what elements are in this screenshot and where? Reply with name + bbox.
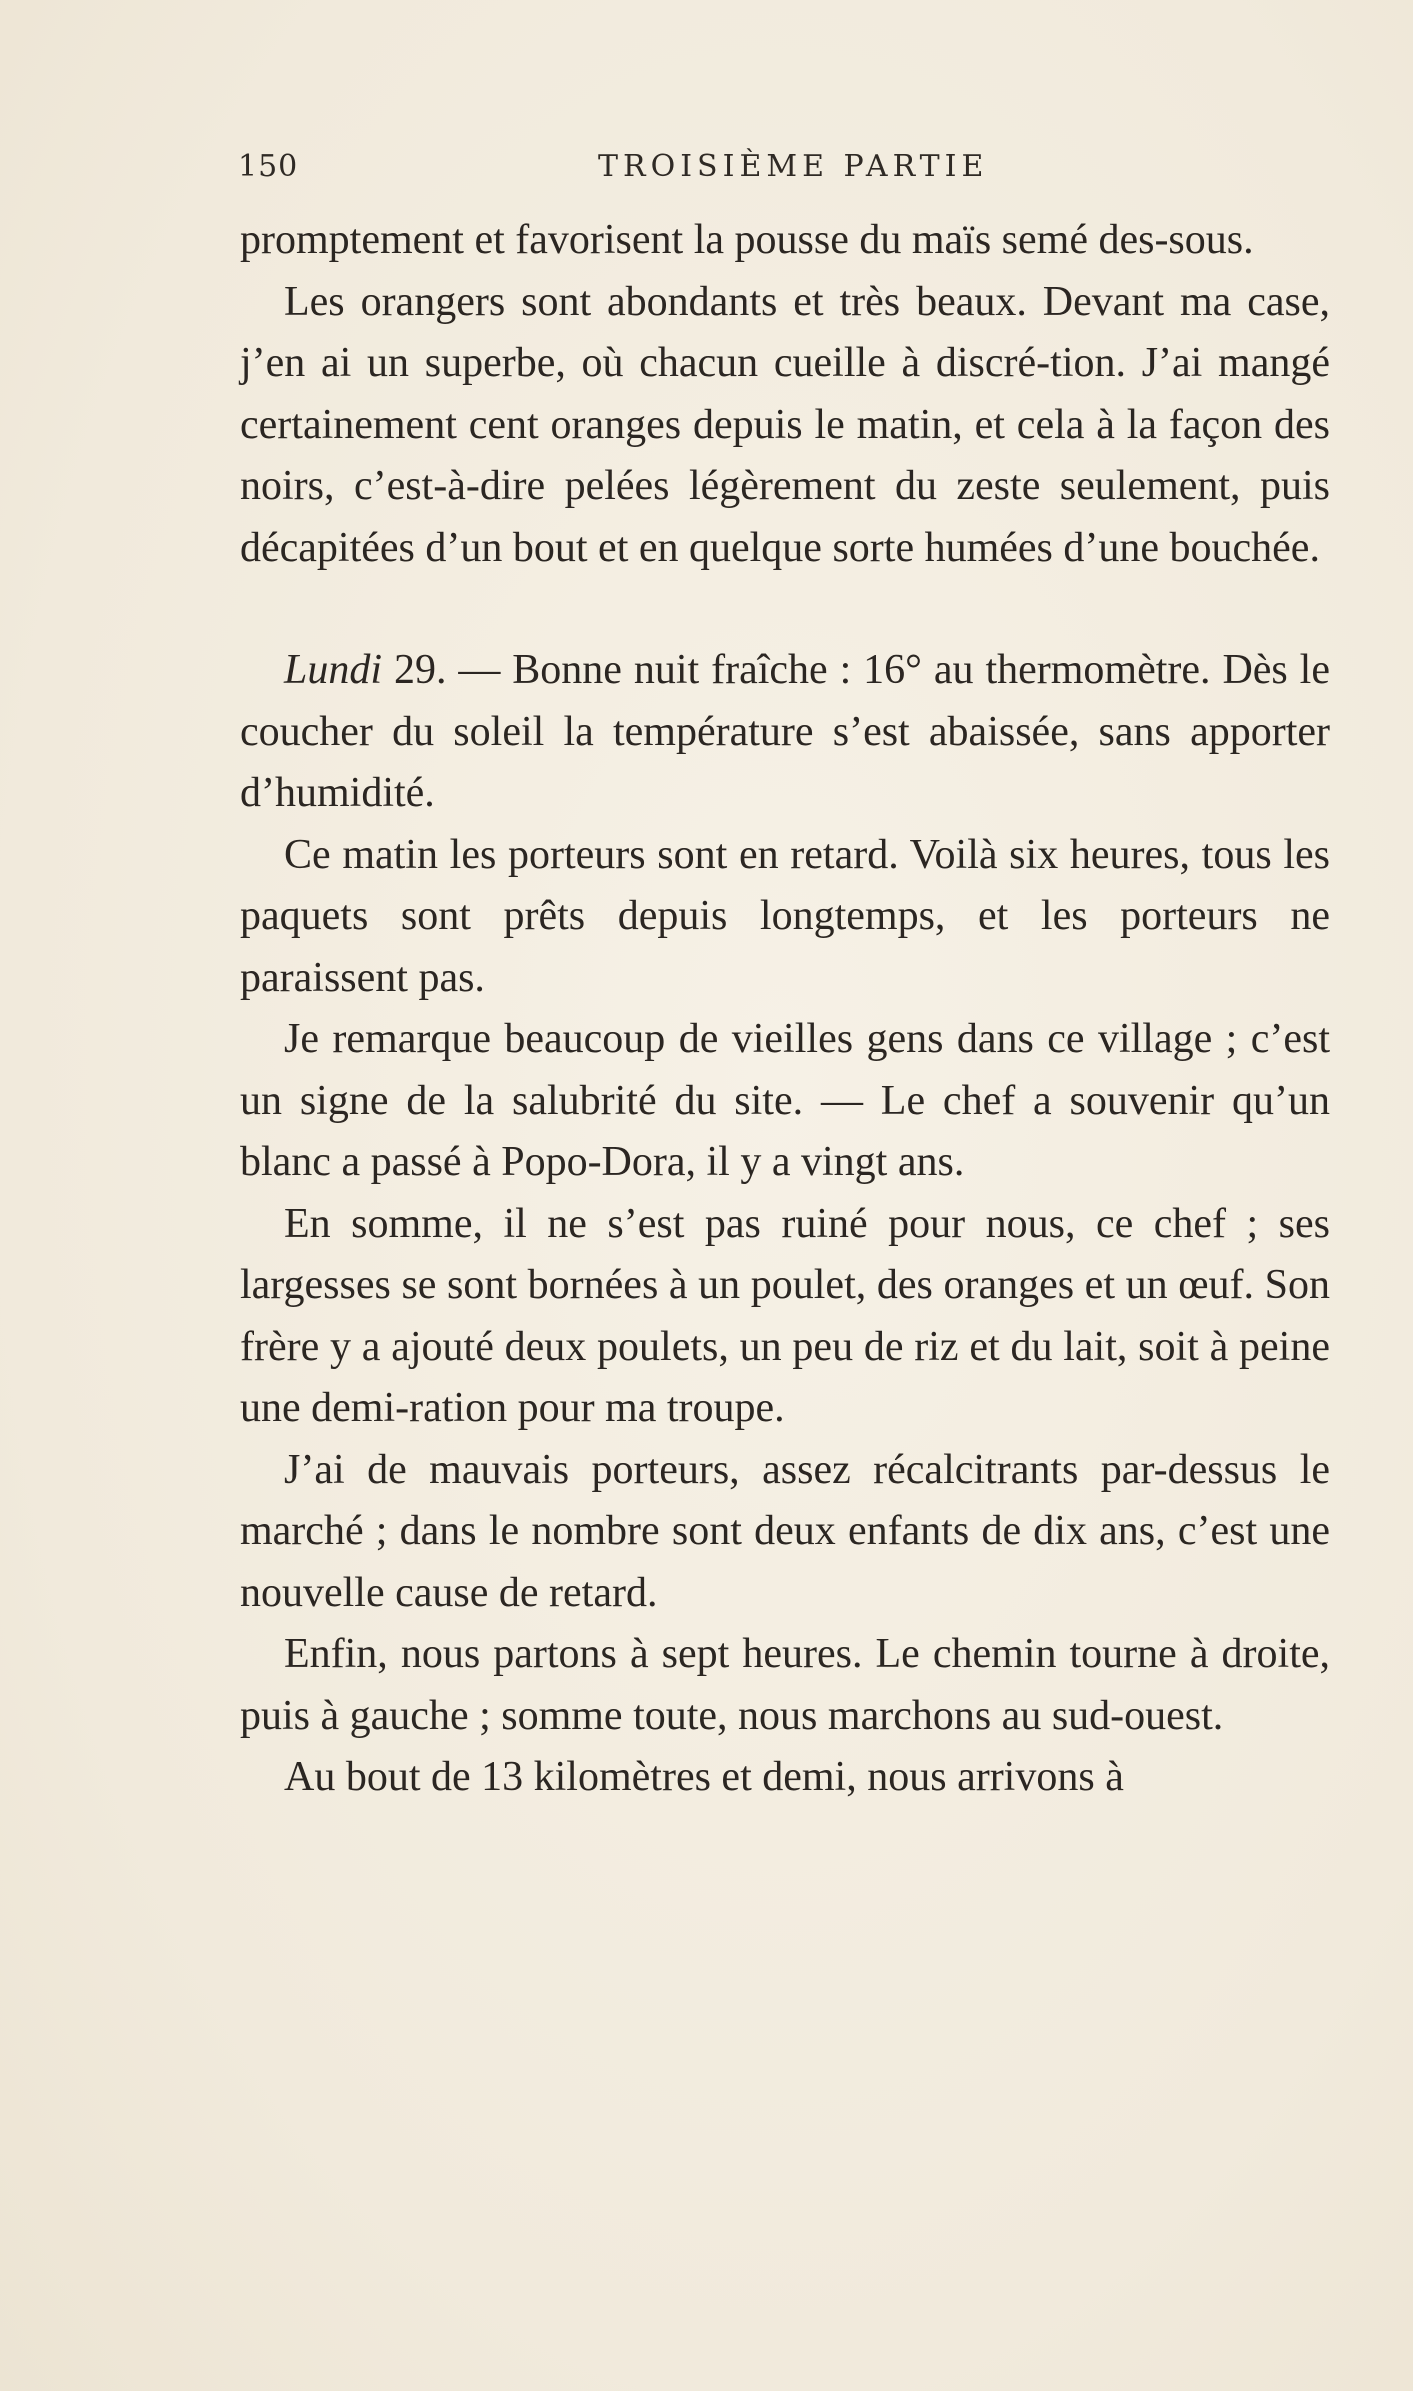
entry-text: 29. — Bonne nuit fraîche : 16° au thermomètre. Dès le coucher du soleil la température s’est abaissée, sans apporter d’humidité. [240, 647, 1330, 816]
body-text [240, 210, 1330, 1809]
page-number: 150 [238, 149, 299, 184]
paragraph-porters-late: Ce matin les porteurs sont en retard. Voilà six heures, tous les paquets sont prêts depuis longtemps, et les porteurs ne paraissent pas. [240, 831, 1330, 1001]
paragraph-departure: Enfin, nous partons à sept heures. Le chemin tourne à droite, puis à gauche ; somme toute, nous marchons au sud-ouest. [240, 1631, 1330, 1739]
page-header [238, 143, 1330, 193]
paragraph-monday-entry [240, 640, 1330, 825]
paragraph-chief-gifts: En somme, il ne s’est pas ruiné pour nous, ce chef ; ses largesses se sont bornées à un poulet, des oranges et un œuf. Son frère y a ajouté deux poulets, un peu de riz et du lait, soit à peine une demi-ration pour ma troupe. [240, 1200, 1330, 1431]
paragraph-old-people: Je remarque beaucoup de vieilles gens dans ce village ; c’est un signe de la salubrité du site. — Le chef a souvenir qu’un blanc a passé à Popo-Dora, il y a vingt ans. [240, 1016, 1330, 1185]
entry-date: Lundi [284, 647, 383, 693]
paragraph-arrival: Au bout de 13 kilomètres et demi, nous arrivons à [284, 1754, 1124, 1800]
paragraph-continuation: promptement et favorisent la pousse du maïs semé des-sous. [240, 217, 1254, 263]
paragraph-bad-porters: J’ai de mauvais porteurs, assez récalcitrants par-dessus le marché ; dans le nombre sont deux enfants de dix ans, c’est une nouvelle cause de retard. [240, 1446, 1330, 1616]
paragraph-oranges: Les orangers sont abondants et très beaux. Devant ma case, j’en ai un superbe, où chacun cueille à discré-tion. J’ai mangé certainement cent oranges depuis le matin, et cela à la façon des noirs, c’est-à-dire pelées légèrement du zeste seulement, puis décapitées d’un bout et en quelque sorte humées d’une bouchée. [240, 278, 1330, 571]
running-head: TROISIÈME PARTIE [598, 149, 989, 184]
